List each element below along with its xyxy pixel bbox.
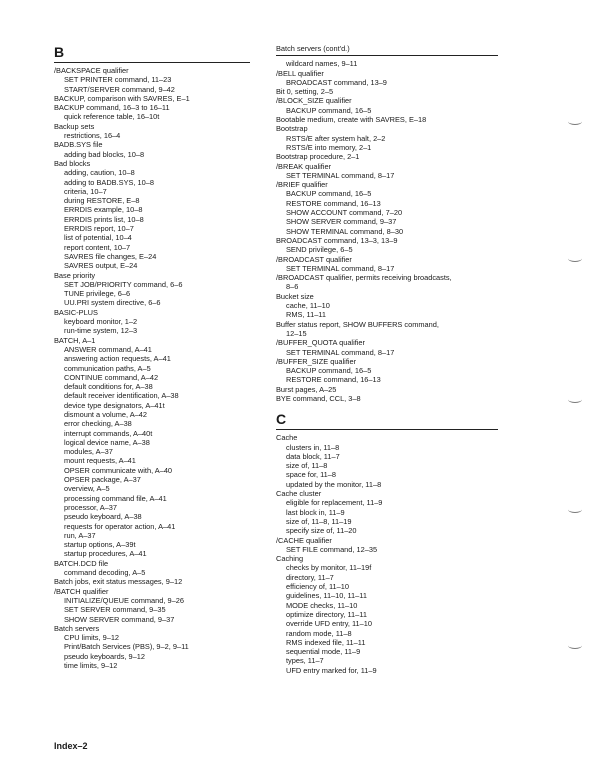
index-subentry: SHOW SERVER command, 9–37 xyxy=(64,614,175,624)
index-entry: Bootstrap procedure, 2–1 xyxy=(276,152,360,162)
section-c xyxy=(276,411,498,675)
index-subentry: ERRDIS report, 10–7 xyxy=(64,224,134,234)
index-subentry: logical device name, A–38 xyxy=(64,437,150,447)
index-entry: Backup sets xyxy=(54,121,95,131)
index-subentry: interrupt commands, A–40t xyxy=(64,428,153,438)
index-subentry: OPSER communicate with, A–40 xyxy=(64,465,173,475)
index-entry: Bucket size xyxy=(276,291,314,301)
index-entry: Bootstrap xyxy=(276,124,308,134)
index-subentry: SET TERMINAL command, 8–17 xyxy=(286,263,395,273)
index-entry: BACKUP, comparison with SAVRES, E–1 xyxy=(54,93,190,103)
index-subentry: ANSWER command, A–41 xyxy=(64,344,152,354)
index-subentry: device type designators, A–41t xyxy=(64,400,165,410)
index-subentry: command decoding, A–5 xyxy=(64,568,146,578)
index-subentry: Print/Batch Services (PBS), 9–2, 9–11 xyxy=(64,642,189,652)
index-entry: Cache xyxy=(276,433,298,443)
index-subentry: sequential mode, 11–9 xyxy=(286,647,361,657)
index-subentry: 8–6 xyxy=(286,282,299,292)
index-subentry: optimize directory, 11–11 xyxy=(286,609,367,619)
continued-rule xyxy=(276,55,498,56)
margin-mark xyxy=(568,396,582,403)
index-entry: Bootable medium, create with SAVRES, E–18 xyxy=(276,115,427,125)
index-entry: BROADCAST command, 13–3, 13–9 xyxy=(276,235,398,245)
index-subentry: communication paths, A–5 xyxy=(64,363,151,373)
index-subentry: UFD entry marked for, 11–9 xyxy=(286,665,377,675)
continued-heading: Batch servers (cont'd.) xyxy=(276,44,350,53)
index-subentry: RSTS/E into memory, 2–1 xyxy=(286,142,372,152)
index-subentry: last block in, 11–9 xyxy=(286,507,345,517)
index-subentry: 12–15 xyxy=(286,328,307,338)
index-subentry: RMS, 11–11 xyxy=(286,310,326,320)
index-entry: /BROADCAST qualifier xyxy=(276,254,352,264)
index-subentry: processor, A–37 xyxy=(64,502,118,512)
index-subentry: SET SERVER command, 9–35 xyxy=(64,605,166,615)
index-entry: /CACHE qualifier xyxy=(276,535,332,545)
index-subentry: SAVRES file changes, E–24 xyxy=(64,251,157,261)
index-subentry: processing command file, A–41 xyxy=(64,493,167,503)
index-column-left xyxy=(54,44,250,670)
index-subentry: clusters in, 11–8 xyxy=(286,442,340,452)
index-subentry: default receiver identification, A–38 xyxy=(64,391,179,401)
index-subentry: checks by monitor, 11–19f xyxy=(286,563,372,573)
index-entry: /BUFFER_SIZE qualifier xyxy=(276,356,357,366)
index-subentry: updated by the monitor, 11–8 xyxy=(286,479,382,489)
index-subentry: startup options, A–39t xyxy=(64,540,136,550)
index-entry: /BATCH qualifier xyxy=(54,586,109,596)
index-subentry: adding bad blocks, 10–8 xyxy=(64,149,145,159)
index-subentry: modules, A–37 xyxy=(64,447,113,457)
index-subentry: wildcard names, 9–11 xyxy=(286,59,358,69)
index-subentry: pseudo keyboard, A–38 xyxy=(64,512,142,522)
index-subentry: RESTORE command, 16–13 xyxy=(286,375,381,385)
index-subentry: during RESTORE, E–8 xyxy=(64,196,140,206)
index-entry: Bit 0, setting, 2–5 xyxy=(276,87,334,97)
index-entry: Buffer status report, SHOW BUFFERS command, xyxy=(276,319,439,329)
index-subentry: types, 11–7 xyxy=(286,656,324,666)
section-rule xyxy=(54,62,250,63)
index-entry: Batch jobs, exit status messages, 9–12 xyxy=(54,577,183,587)
index-subentry: SET TERMINAL command, 8–17 xyxy=(286,170,395,180)
index-subentry: adding to BADB.SYS, 10–8 xyxy=(64,177,154,187)
index-entry: BYE command, CCL, 3–8 xyxy=(276,393,361,403)
index-subentry: efficiency of, 11–10 xyxy=(286,582,349,592)
index-subentry: ERRDIS prints list, 10–8 xyxy=(64,214,144,224)
margin-mark xyxy=(568,506,582,513)
index-subentry: space for, 11–8 xyxy=(286,470,336,480)
index-subentry: list of potential, 10–4 xyxy=(64,233,132,243)
index-subentry: cache, 11–10 xyxy=(286,301,330,311)
index-subentry: MODE checks, 11–10 xyxy=(286,600,358,610)
index-subentry: restrictions, 16–4 xyxy=(64,131,121,141)
index-subentry: run-time system, 12–3 xyxy=(64,326,138,336)
index-subentry: specify size of, 11–20 xyxy=(286,526,357,536)
index-subentry: RSTS/E after system halt, 2–2 xyxy=(286,133,386,143)
index-entries-b-continued xyxy=(276,59,498,403)
margin-mark xyxy=(568,642,582,649)
index-subentry: override UFD entry, 11–10 xyxy=(286,619,372,629)
index-subentry: report content, 10–7 xyxy=(64,242,131,252)
index-entry: Base priority xyxy=(54,270,96,280)
index-subentry: SHOW ACCOUNT command, 7–20 xyxy=(286,208,403,218)
margin-mark xyxy=(568,118,582,125)
index-entry: Cache cluster xyxy=(276,489,322,499)
index-entry: BATCH, A–1 xyxy=(54,335,96,345)
section-letter-c: C xyxy=(276,411,287,428)
index-subentry: requests for operator action, A–41 xyxy=(64,521,176,531)
index-subentry: BROADCAST command, 13–9 xyxy=(286,77,387,87)
index-subentry: startup procedures, A–41 xyxy=(64,549,147,559)
index-subentry: time limits, 9–12 xyxy=(64,661,118,670)
index-entry: Caching xyxy=(276,554,304,564)
index-subentry: SET FILE command, 12–35 xyxy=(286,544,378,554)
index-entry: /BELL qualifier xyxy=(276,68,324,78)
index-subentry: random mode, 11–8 xyxy=(286,628,352,638)
index-subentry: dismount a volume, A–42 xyxy=(64,409,147,419)
index-subentry: ERRDIS example, 10–8 xyxy=(64,205,143,215)
index-entry: /BROADCAST qualifier, permits receiving broadcasts, xyxy=(276,273,452,283)
index-subentry: quick reference table, 16–10t xyxy=(64,112,160,122)
index-subentry: SET TERMINAL command, 8–17 xyxy=(286,347,395,357)
index-subentry: OPSER package, A–37 xyxy=(64,475,141,485)
index-subentry: CONTINUE command, A–42 xyxy=(64,372,159,382)
index-subentry: eligible for replacement, 11–9 xyxy=(286,498,383,508)
index-subentry: BACKUP command, 16–5 xyxy=(286,366,372,376)
index-subentry: INITIALIZE/QUEUE command, 9–26 xyxy=(64,595,184,605)
index-subentry: size of, 11–8, 11–19 xyxy=(286,516,352,526)
index-subentry: adding, caution, 10–8 xyxy=(64,168,135,178)
index-entry: Burst pages, A–25 xyxy=(276,384,337,394)
index-subentry: RESTORE command, 16–13 xyxy=(286,198,381,208)
index-entry: /BRIEF qualifier xyxy=(276,180,328,190)
index-subentry: answering action requests, A–41 xyxy=(64,354,171,364)
index-subentry: size of, 11–8 xyxy=(286,461,328,471)
index-subentry: SEND privilege, 6–5 xyxy=(286,245,353,255)
index-subentry: directory, 11–7 xyxy=(286,572,334,582)
index-entry: /BUFFER_QUOTA qualifier xyxy=(276,338,365,348)
index-subentry: mount requests, A–41 xyxy=(64,456,136,466)
index-entry: /BACKSPACE qualifier xyxy=(54,66,129,75)
section-rule xyxy=(276,429,498,430)
margin-mark xyxy=(568,255,582,262)
page-folio: Index–2 xyxy=(54,741,88,751)
index-subentry: pseudo keyboards, 9–12 xyxy=(64,651,145,661)
index-entry: BATCH.DCD file xyxy=(54,558,109,568)
index-subentry: default conditions for, A–38 xyxy=(64,382,153,392)
index-subentry: TUNE privilege, 6–6 xyxy=(64,289,131,299)
index-entry: BACKUP command, 16–3 to 16–11 xyxy=(54,103,170,113)
index-entries-b xyxy=(54,66,250,670)
index-subentry: SET JOB/PRIORITY command, 6–6 xyxy=(64,279,183,289)
index-subentry: CPU limits, 9–12 xyxy=(64,633,120,643)
index-subentry: BACKUP command, 16–5 xyxy=(286,189,372,199)
index-subentry: data block, 11–7 xyxy=(286,451,340,461)
index-entry: /BLOCK_SIZE qualifier xyxy=(276,96,352,106)
index-subentry: SAVRES output, E–24 xyxy=(64,261,138,271)
index-subentry: SHOW TERMINAL command, 8–30 xyxy=(286,226,404,236)
index-entry: /BREAK qualifier xyxy=(276,161,332,171)
index-subentry: SET PRINTER command, 11–23 xyxy=(64,75,172,85)
index-subentry: overview, A–5 xyxy=(64,484,110,494)
index-subentry: BACKUP command, 16–5 xyxy=(286,105,372,115)
index-entries-c xyxy=(276,433,498,675)
index-subentry: UU.PRI system directive, 6–6 xyxy=(64,298,161,308)
index-subentry: START/SERVER command, 9–42 xyxy=(64,84,175,94)
index-subentry: error checking, A–38 xyxy=(64,419,132,429)
index-subentry: criteria, 10–7 xyxy=(64,186,107,196)
section-letter-b: B xyxy=(54,44,65,60)
index-column-right xyxy=(276,44,498,675)
index-subentry: keyboard monitor, 1–2 xyxy=(64,317,138,327)
index-entry: Bad blocks xyxy=(54,158,91,168)
index-subentry: guidelines, 11–10, 11–11 xyxy=(286,591,367,601)
index-subentry: run, A–37 xyxy=(64,530,96,540)
index-subentry: RMS indexed file, 11–11 xyxy=(286,637,366,647)
index-entry: BASIC-PLUS xyxy=(54,307,98,317)
index-entry: BADB.SYS file xyxy=(54,140,103,150)
index-entry: Batch servers xyxy=(54,623,100,633)
index-subentry: SHOW SERVER command, 9–37 xyxy=(286,217,397,227)
